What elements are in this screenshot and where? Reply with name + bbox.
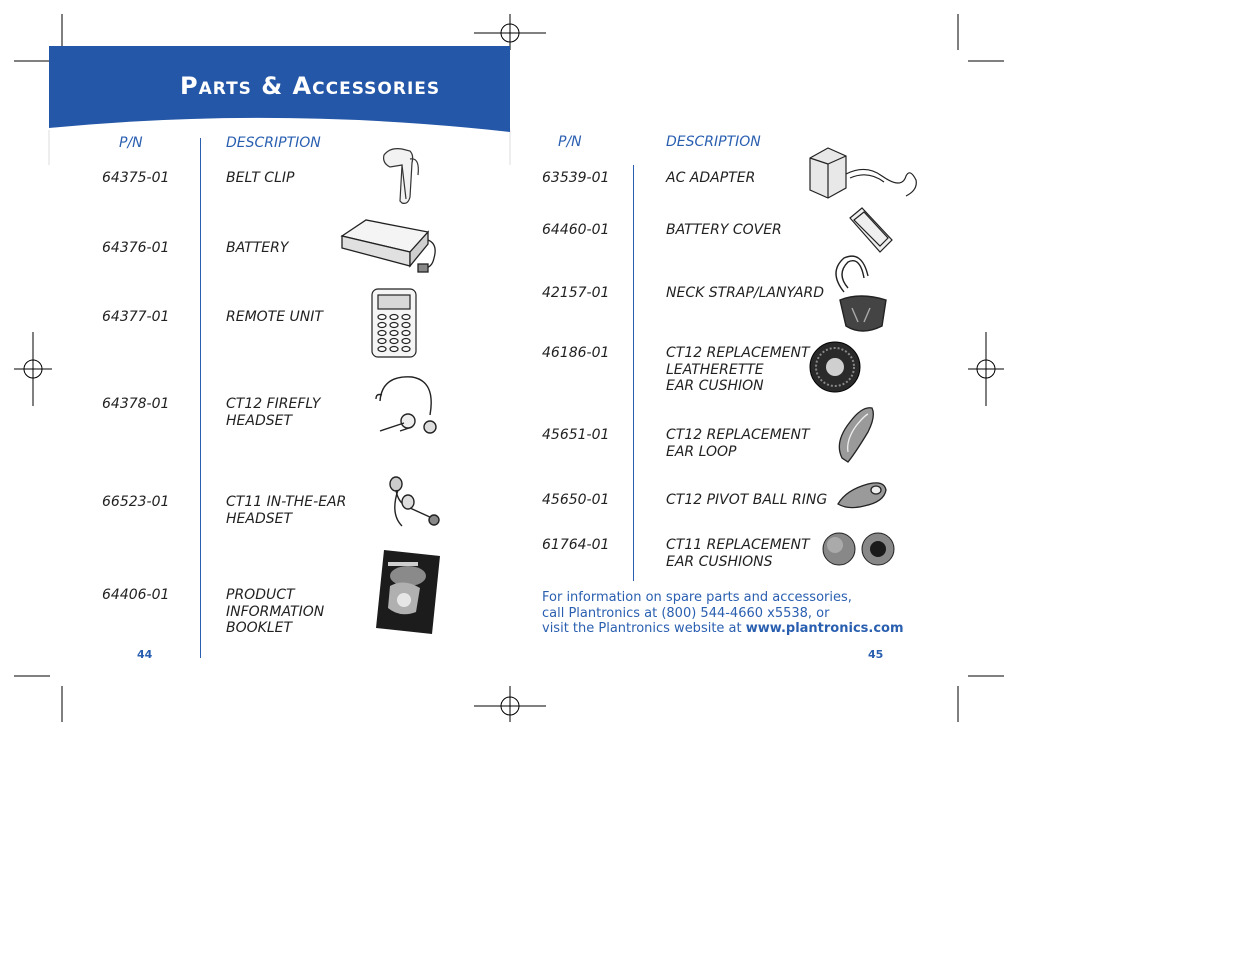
contact-info: [542, 590, 904, 637]
ear-cushions-icon: [820, 530, 898, 568]
contact-info-line-1: For information on spare parts and accessories,: [542, 590, 852, 605]
left-part-number-3: 64377-01: [102, 309, 170, 325]
contact-info-prefix: visit the Plantronics website at: [542, 621, 746, 636]
left-description-2: BATTERY: [226, 240, 289, 256]
right-part-number-4: 46186-01: [542, 345, 610, 361]
belt-clip-icon: [380, 145, 426, 207]
right-description-2: BATTERY COVER: [666, 222, 782, 238]
earbud-headset-icon: [382, 474, 442, 530]
contact-info-line-3: [542, 621, 904, 637]
right-header-pn: P/N: [558, 134, 582, 150]
right-description-7: CT11 REPLACEMENT EAR CUSHIONS: [666, 537, 810, 570]
left-part-number-5: 66523-01: [102, 494, 170, 510]
left-description-5: CT11 IN-THE-EAR HEADSET: [226, 494, 347, 527]
right-part-number-7: 61764-01: [542, 537, 610, 553]
website-link[interactable]: www.plantronics.com: [745, 621, 904, 636]
right-column-divider: [633, 165, 634, 581]
contact-info-line-2: call Plantronics at (800) 544-4660 x5538, or: [542, 605, 830, 621]
right-part-number-6: 45650-01: [542, 492, 610, 508]
booklet-icon: [374, 548, 442, 636]
right-description-5: CT12 REPLACEMENT EAR LOOP: [666, 427, 810, 460]
right-page-number: 45: [868, 648, 884, 661]
remote-unit-icon: [368, 287, 420, 359]
right-part-number-5: 45651-01: [542, 427, 610, 443]
right-part-number-2: 64460-01: [542, 222, 610, 238]
left-part-number-6: 64406-01: [102, 587, 170, 603]
left-part-number-4: 64378-01: [102, 396, 170, 412]
battery-cover-icon: [846, 206, 896, 254]
left-column-divider: [200, 138, 201, 658]
left-header-description: DESCRIPTION: [226, 135, 321, 151]
lanyard-icon: [828, 252, 894, 336]
left-description-1: BELT CLIP: [226, 170, 295, 186]
left-description-4: CT12 FIREFLY HEADSET: [226, 396, 321, 429]
ear-loop-icon: [834, 402, 878, 464]
right-header-description: DESCRIPTION: [666, 134, 761, 150]
left-part-number-1: 64375-01: [102, 170, 170, 186]
pivot-ring-icon: [834, 478, 890, 512]
left-page-number: 44: [137, 648, 153, 661]
battery-icon: [338, 218, 440, 276]
right-description-3: NECK STRAP/LANYARD: [666, 285, 825, 301]
ear-cushion-icon: [808, 340, 862, 394]
right-description-1: AC ADAPTER: [666, 170, 756, 186]
page-title: Parts & Accessories: [180, 72, 441, 100]
left-description-6: PRODUCT INFORMATION BOOKLET: [226, 587, 325, 636]
left-description-3: REMOTE UNIT: [226, 309, 323, 325]
left-part-number-2: 64376-01: [102, 240, 170, 256]
right-part-number-3: 42157-01: [542, 285, 610, 301]
left-header-pn: P/N: [119, 135, 143, 151]
right-part-number-1: 63539-01: [542, 170, 610, 186]
right-description-4: CT12 REPLACEMENT LEATHERETTE EAR CUSHION: [666, 345, 810, 394]
right-description-6: CT12 PIVOT BALL RING: [666, 492, 828, 508]
headset-icon: [372, 373, 440, 441]
ac-adapter-icon: [806, 146, 920, 204]
